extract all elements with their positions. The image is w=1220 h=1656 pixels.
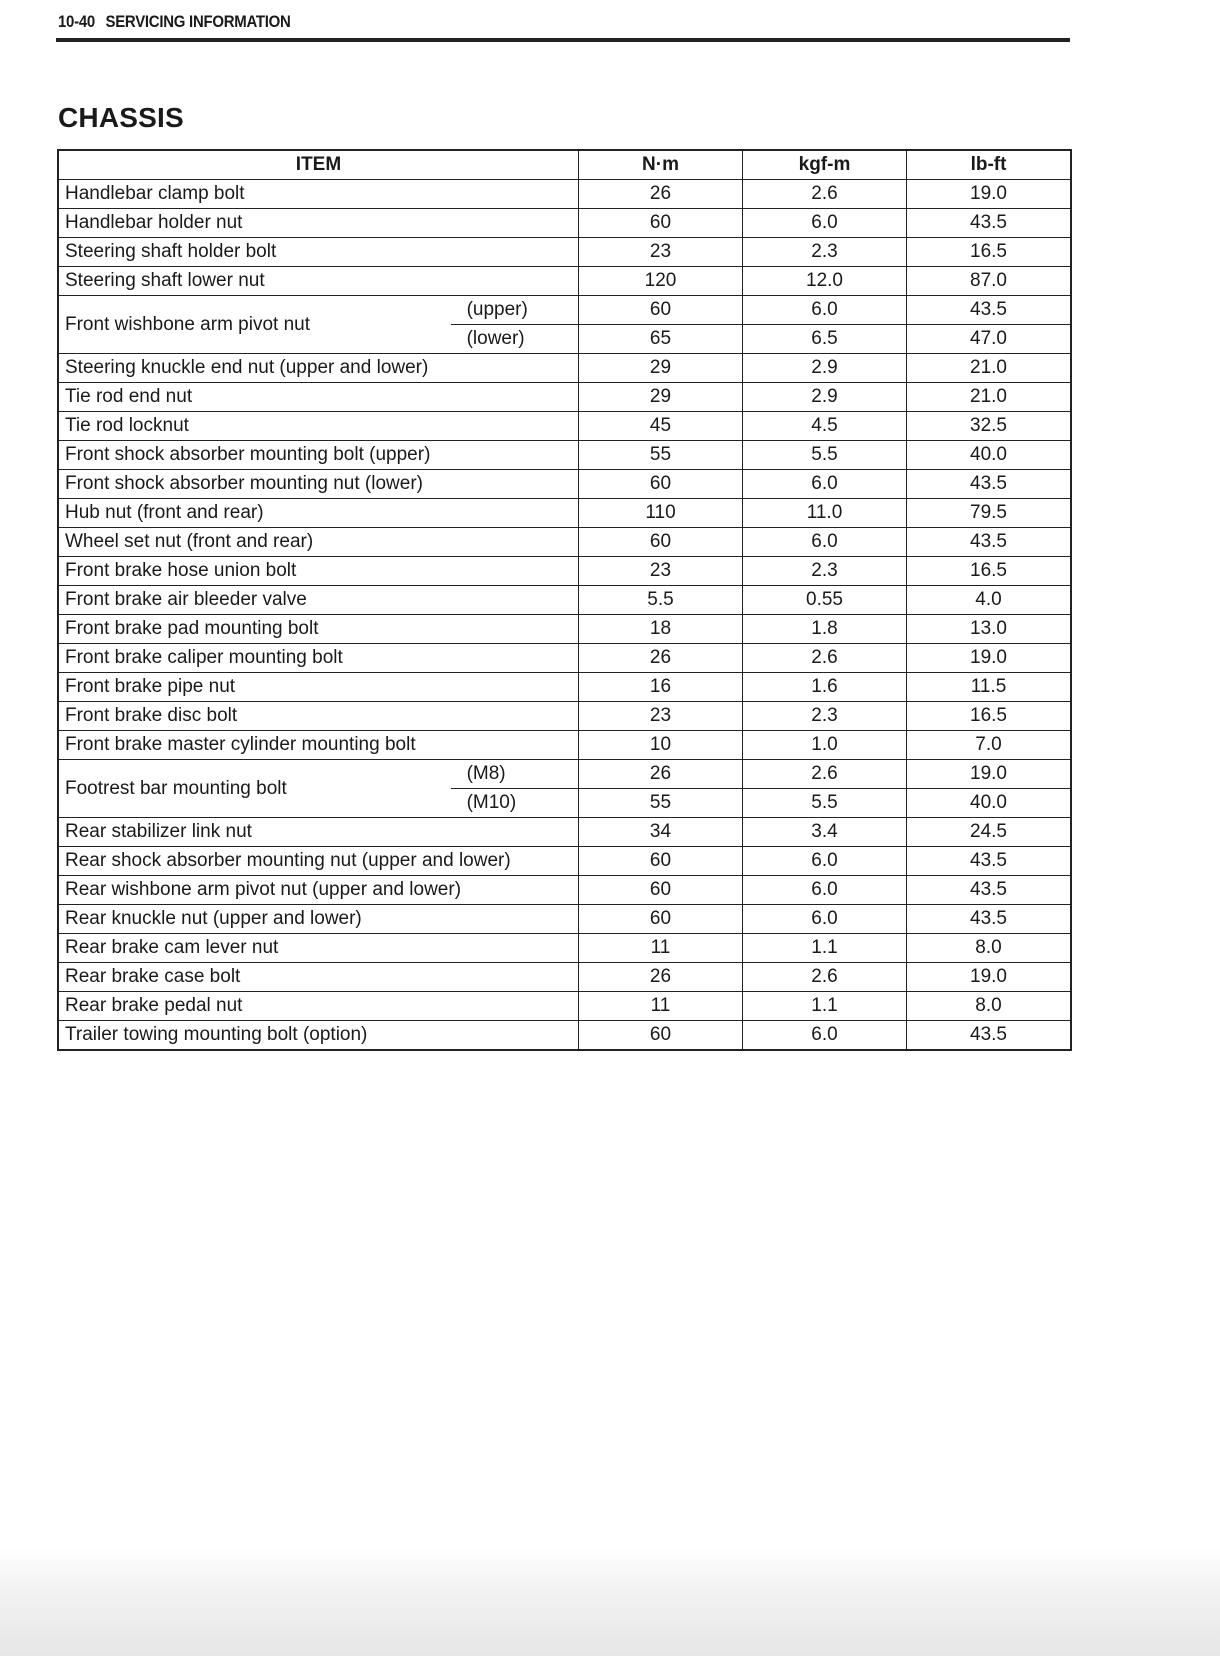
kgf-cell: 5.5 xyxy=(743,789,907,818)
kgf-cell: 2.6 xyxy=(743,180,907,209)
table-row xyxy=(58,731,1071,760)
lbft-cell: 4.0 xyxy=(907,586,1072,615)
lbft-cell: 21.0 xyxy=(907,383,1072,412)
table-row xyxy=(58,992,1071,1021)
table-row xyxy=(58,963,1071,992)
kgf-cell: 6.0 xyxy=(743,1021,907,1051)
lbft-cell: 8.0 xyxy=(907,934,1072,963)
item-cell: Trailer towing mounting bolt (option) xyxy=(58,1021,579,1051)
kgf-cell: 12.0 xyxy=(743,267,907,296)
lbft-cell: 43.5 xyxy=(907,1021,1072,1051)
lbft-cell: 19.0 xyxy=(907,963,1072,992)
kgf-cell: 5.5 xyxy=(743,441,907,470)
item-cell: Handlebar clamp bolt xyxy=(58,180,579,209)
table-row xyxy=(58,934,1071,963)
table-row xyxy=(58,209,1071,238)
table-row xyxy=(58,760,1071,789)
column-header-lbft: lb-ft xyxy=(907,150,1072,180)
item-cell: Rear shock absorber mounting nut (upper and lower) xyxy=(58,847,579,876)
table-row xyxy=(58,296,1071,325)
lbft-cell: 11.5 xyxy=(907,673,1072,702)
table-row xyxy=(58,441,1071,470)
item-cell: Rear stabilizer link nut xyxy=(58,818,579,847)
item-cell: Front brake pipe nut xyxy=(58,673,579,702)
kgf-cell: 2.3 xyxy=(743,238,907,267)
nm-cell: 26 xyxy=(579,963,743,992)
lbft-cell: 43.5 xyxy=(907,209,1072,238)
item-sub-cell: (lower) xyxy=(451,325,579,354)
kgf-cell: 2.3 xyxy=(743,702,907,731)
nm-cell: 60 xyxy=(579,847,743,876)
item-cell: Rear knuckle nut (upper and lower) xyxy=(58,905,579,934)
table-row xyxy=(58,238,1071,267)
lbft-cell: 16.5 xyxy=(907,557,1072,586)
column-header-item: ITEM xyxy=(58,150,579,180)
kgf-cell: 2.3 xyxy=(743,557,907,586)
lbft-cell: 24.5 xyxy=(907,818,1072,847)
nm-cell: 60 xyxy=(579,528,743,557)
nm-cell: 110 xyxy=(579,499,743,528)
item-cell: Front wishbone arm pivot nut xyxy=(58,296,451,354)
lbft-cell: 16.5 xyxy=(907,238,1072,267)
table-row xyxy=(58,702,1071,731)
item-cell: Front brake master cylinder mounting bolt xyxy=(58,731,579,760)
kgf-cell: 1.1 xyxy=(743,992,907,1021)
lbft-cell: 87.0 xyxy=(907,267,1072,296)
table-row xyxy=(58,644,1071,673)
table-row xyxy=(58,354,1071,383)
lbft-cell: 19.0 xyxy=(907,760,1072,789)
nm-cell: 26 xyxy=(579,760,743,789)
item-sub-cell: (M10) xyxy=(451,789,579,818)
item-cell: Front brake disc bolt xyxy=(58,702,579,731)
header-rule xyxy=(56,38,1070,42)
item-cell: Wheel set nut (front and rear) xyxy=(58,528,579,557)
page-header xyxy=(58,12,291,32)
table-row xyxy=(58,673,1071,702)
lbft-cell: 13.0 xyxy=(907,615,1072,644)
item-cell: Front brake caliper mounting bolt xyxy=(58,644,579,673)
nm-cell: 60 xyxy=(579,470,743,499)
kgf-cell: 6.0 xyxy=(743,296,907,325)
page-number: 10-40 xyxy=(58,12,95,31)
table-row xyxy=(58,383,1071,412)
kgf-cell: 6.0 xyxy=(743,847,907,876)
lbft-cell: 79.5 xyxy=(907,499,1072,528)
nm-cell: 29 xyxy=(579,383,743,412)
table-row xyxy=(58,905,1071,934)
section-title: CHASSIS xyxy=(58,102,184,133)
item-cell: Steering shaft holder bolt xyxy=(58,238,579,267)
nm-cell: 23 xyxy=(579,557,743,586)
item-cell: Front brake pad mounting bolt xyxy=(58,615,579,644)
table-row xyxy=(58,412,1071,441)
item-cell: Steering shaft lower nut xyxy=(58,267,579,296)
nm-cell: 18 xyxy=(579,615,743,644)
table-row xyxy=(58,586,1071,615)
nm-cell: 11 xyxy=(579,934,743,963)
column-header-kgf: kgf-m xyxy=(743,150,907,180)
kgf-cell: 2.6 xyxy=(743,760,907,789)
lbft-cell: 40.0 xyxy=(907,789,1072,818)
kgf-cell: 11.0 xyxy=(743,499,907,528)
table-row xyxy=(58,847,1071,876)
nm-cell: 29 xyxy=(579,354,743,383)
kgf-cell: 0.55 xyxy=(743,586,907,615)
nm-cell: 34 xyxy=(579,818,743,847)
nm-cell: 60 xyxy=(579,1021,743,1051)
lbft-cell: 47.0 xyxy=(907,325,1072,354)
nm-cell: 10 xyxy=(579,731,743,760)
item-cell: Steering knuckle end nut (upper and lower) xyxy=(58,354,579,383)
item-cell: Front brake hose union bolt xyxy=(58,557,579,586)
nm-cell: 5.5 xyxy=(579,586,743,615)
table-body xyxy=(58,180,1071,1051)
header-title: SERVICING INFORMATION xyxy=(105,12,291,31)
lbft-cell: 43.5 xyxy=(907,528,1072,557)
table-row xyxy=(58,499,1071,528)
item-sub-cell: (M8) xyxy=(451,760,579,789)
table-row xyxy=(58,470,1071,499)
table-row xyxy=(58,180,1071,209)
kgf-cell: 3.4 xyxy=(743,818,907,847)
kgf-cell: 6.0 xyxy=(743,528,907,557)
lbft-cell: 43.5 xyxy=(907,847,1072,876)
nm-cell: 60 xyxy=(579,905,743,934)
item-cell: Rear brake case bolt xyxy=(58,963,579,992)
lbft-cell: 7.0 xyxy=(907,731,1072,760)
kgf-cell: 2.9 xyxy=(743,383,907,412)
kgf-cell: 6.0 xyxy=(743,209,907,238)
lbft-cell: 16.5 xyxy=(907,702,1072,731)
table-row xyxy=(58,557,1071,586)
kgf-cell: 1.1 xyxy=(743,934,907,963)
item-cell: Tie rod locknut xyxy=(58,412,579,441)
nm-cell: 26 xyxy=(579,180,743,209)
kgf-cell: 4.5 xyxy=(743,412,907,441)
column-header-nm: N·m xyxy=(579,150,743,180)
table-row xyxy=(58,615,1071,644)
nm-cell: 26 xyxy=(579,644,743,673)
lbft-cell: 40.0 xyxy=(907,441,1072,470)
lbft-cell: 43.5 xyxy=(907,470,1072,499)
nm-cell: 120 xyxy=(579,267,743,296)
nm-cell: 60 xyxy=(579,876,743,905)
kgf-cell: 2.9 xyxy=(743,354,907,383)
kgf-cell: 1.0 xyxy=(743,731,907,760)
kgf-cell: 6.0 xyxy=(743,470,907,499)
nm-cell: 45 xyxy=(579,412,743,441)
nm-cell: 60 xyxy=(579,296,743,325)
kgf-cell: 2.6 xyxy=(743,644,907,673)
nm-cell: 11 xyxy=(579,992,743,1021)
item-cell: Rear brake cam lever nut xyxy=(58,934,579,963)
table-row xyxy=(58,1021,1071,1051)
table-row xyxy=(58,876,1071,905)
item-sub-cell: (upper) xyxy=(451,296,579,325)
item-cell: Front shock absorber mounting nut (lower) xyxy=(58,470,579,499)
item-cell: Rear brake pedal nut xyxy=(58,992,579,1021)
lbft-cell: 43.5 xyxy=(907,876,1072,905)
lbft-cell: 8.0 xyxy=(907,992,1072,1021)
item-cell: Front brake air bleeder valve xyxy=(58,586,579,615)
table-header-row xyxy=(58,150,1071,180)
kgf-cell: 2.6 xyxy=(743,963,907,992)
lbft-cell: 43.5 xyxy=(907,296,1072,325)
nm-cell: 65 xyxy=(579,325,743,354)
nm-cell: 16 xyxy=(579,673,743,702)
nm-cell: 55 xyxy=(579,789,743,818)
nm-cell: 23 xyxy=(579,238,743,267)
nm-cell: 60 xyxy=(579,209,743,238)
lbft-cell: 19.0 xyxy=(907,644,1072,673)
table-row xyxy=(58,528,1071,557)
nm-cell: 55 xyxy=(579,441,743,470)
kgf-cell: 6.0 xyxy=(743,905,907,934)
kgf-cell: 1.6 xyxy=(743,673,907,702)
table-row xyxy=(58,267,1071,296)
item-cell: Front shock absorber mounting bolt (upper) xyxy=(58,441,579,470)
item-cell: Handlebar holder nut xyxy=(58,209,579,238)
item-cell: Hub nut (front and rear) xyxy=(58,499,579,528)
nm-cell: 23 xyxy=(579,702,743,731)
scan-edge-shadow xyxy=(0,1548,1220,1656)
lbft-cell: 32.5 xyxy=(907,412,1072,441)
table-row xyxy=(58,818,1071,847)
lbft-cell: 21.0 xyxy=(907,354,1072,383)
item-cell: Footrest bar mounting bolt xyxy=(58,760,451,818)
lbft-cell: 43.5 xyxy=(907,905,1072,934)
kgf-cell: 6.0 xyxy=(743,876,907,905)
kgf-cell: 6.5 xyxy=(743,325,907,354)
torque-table xyxy=(57,149,1072,1051)
item-cell: Tie rod end nut xyxy=(58,383,579,412)
item-cell: Rear wishbone arm pivot nut (upper and lower) xyxy=(58,876,579,905)
kgf-cell: 1.8 xyxy=(743,615,907,644)
lbft-cell: 19.0 xyxy=(907,180,1072,209)
